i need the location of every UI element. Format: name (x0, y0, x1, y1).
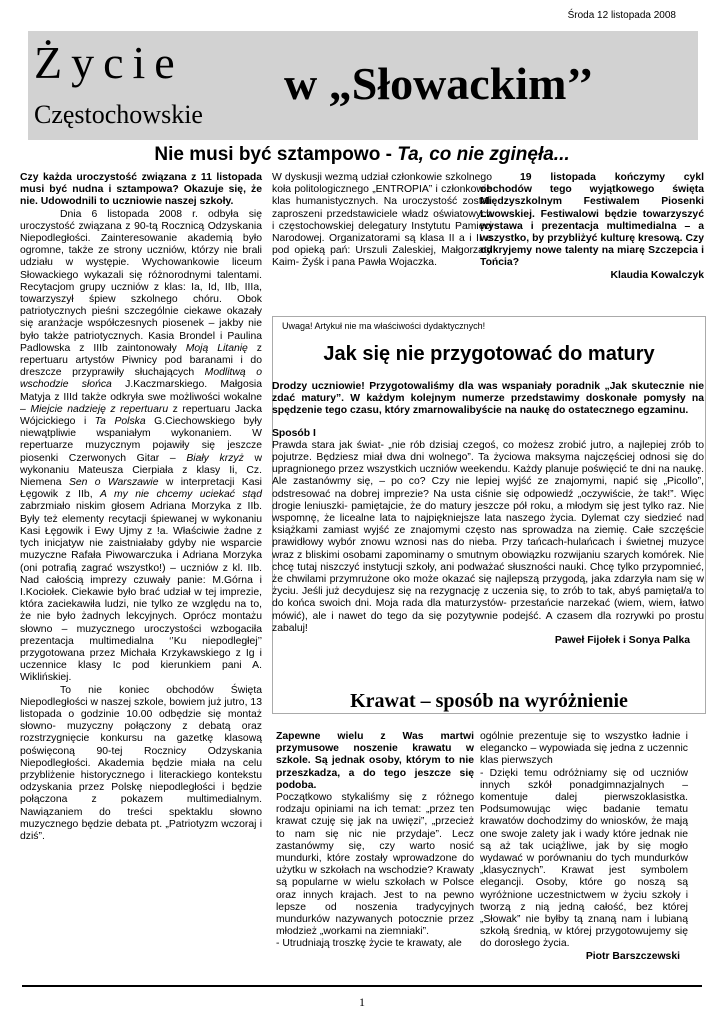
headline-main: Nie musi być sztampowo - (154, 144, 398, 165)
footer-rule (22, 985, 702, 987)
matura-lead: Drodzy uczniowie! Przygotowaliśmy dla was wspaniały poradnik „Jak skutecznie nie zdać matury”. W każdym kolejnym numerze przedstawimy doskonałe pomysły na spędzenie tego czasu, który zmarnowalibyście na naukę do ostatecznego egzaminu. (272, 381, 704, 417)
krawat-column-1-tail: - Utrudniają troszkę życie te krawaty, ale (276, 938, 462, 950)
krawat-column-1 (276, 731, 474, 951)
krawat-column-1-text: Początkowo stykaliśmy się z różnego rodzaju opiniami na ich temat: „przez ten krawat czuję się jak na uwięzi”, „przecież to nam się nic nie przydaje”. Lecz zastanówmy się, czy warto nosić mundurki, które zostały wprowadzone do użytku w szkołach na wschodzie? Krawaty są popularne w wielu szkołach w Polsce oraz innych krajach. Jest to na pewno lepsze od noszenia tradycyjnych mundurków nazywanych potocznie przez młodzież „workami na ziemniaki”. (276, 792, 474, 938)
krawat-column-2-text: ogólnie prezentuje się to wszystko ładnie i elegancko – wypowiada się jedna z uczennic klas pierwszych - Dzięki temu odróżniamy się od uczniów innych szkół ponadgimnazjalnych – komentuje dalej pierwszoklasistka. Podsumowując więc badanie tematu krawatów dochodzimy do wniosków, że mają one swoje zalety jak i wady które jednak nie są aż tak uciążliwe, jak by się mogło wydawać w porównaniu do tych mundurków „klasycznych”. Krawat jest symbolem elegancji. Osoby, które go noszą są wyróżnione uczestnictwem w życiu szkoły i tworzą z nią jedną całość, bez której „Słowak” nie byłby tą znaną nam i lubianą szkołą średnią, w której przygotowujemy się do dorosłego życia. (480, 731, 688, 950)
masthead-title: w „Słowackim’’ (284, 58, 594, 109)
masthead-city: Częstochowskie (34, 100, 203, 129)
article1-lead: Czy każda uroczystość związana z 11 listopada musi być nudna i sztampowa? Okazuje się, że nie. Udowodnili to uczniowie naszej szkoły. (20, 172, 262, 208)
matura-title: Jak się nie przygotować do matury (323, 343, 655, 365)
matura-warning: Uwaga! Artykuł nie ma właściwości dydaktycznych! (282, 321, 486, 331)
article1-paragraph-1: Dnia 6 listopada 2008 r. odbyła się uroczystość związana z 90-tą Rocznicą Odzyskania Niepodległości. Zainteresowanie akademią było ogromne, także ze strony uczniów, którzy nie brali udziału w występie. Wychowankowie liceum Słowackiego wykazali się różnorodnymi talentami. Recytacjom grupy uczniów z klas: Ia, Id, IIb, IIIa, towarzyszył śpiew szkolnego chóru. Obok patriotycznych pieśni szczególnie ciekawe okazały się aranżacje współczesnych piosenek – jakby nie było także patriotycznych. Kasia Brondel i Paulina Padlowska z IIIb zaintonowały Moją Litanię z repertuaru artystów Piwnicy pod baranami i do dreszcze przyprawiły słuchających Modlitwą o wschodzie słońca J.Kaczmarskiego. Małgosia Matyja z IIId także odkryła swe możliwości wokalne – Miejcie nadzieję z repertuaru z repertuaru Jacka Wójcickiego i Ta Polska G.Ciechowskiego były niewątpliwie wspaniałym wykonaniem. W repertuarze muzycznym pojawiły się jeszcze piosenki Czerwonych Gitar – Biały krzyż w wykonaniu Mateusza Cierpiała z klasy Ii, Cz. Niemena Sen o Warszawie w interpretacji Kasi Łęgowik z IIb, A my nie chcemy uciekać stąd zabrzmiało niskim głosem Adriana Morzyka z IIb. Były też elementy recytacji śpiewanej w wykonaniu Kasi Łęgowik i Ewy Ujmy z !a. Właściwie żadne z tych inicjatyw nie zaistniałaby gdyby nie wsparcie muzyczne Rafała Piwowarczuka i Adriana Morzyka (oni potrafią zagrać wszystko!) – uczniów z kl. IIb. Nad całością imprezy czuwały panie: M.Górna i I.Kociołek. Ciekawie było brać udział w tej imprezie, która zaciekawiła ludzi, nie tylko ze względu na to, że nie było żadnych lekcyjnych. Oprócz montażu słowno – muzycznego uroczystości wzbogaciła prezentacja multimedialna ‘’Ku niepodległej’’ przygotowana przez Michała Krzykawskiego z Ig i uczennice klasy Ic pod kierunkiem pani A. Wiklińskiej. (20, 208, 263, 684)
krawat-lead: Zapewne wielu z Was martwi przymusowe noszenie krawatu w szkole. Są jednak osoby, którym to nie przeszkadza, a do tego jeszcze się podoba. (276, 731, 474, 791)
krawat-author: Piotr Barszczewski (585, 950, 680, 962)
issue-date: Środa 12 listopada 2008 (567, 10, 676, 21)
article1-column-3-text: 19 listopada kończymy cykl obchodów tego wyjątkowego święta Międzyszkolnym Festiwalem Piosenki Lwowskiej. Festiwalowi będzie towarzyszyć wystawa i prezentacja multimedialna – a wszystko, by przybliżyć kulturę kresową. Czy odkryjemy nowe talenty na miarę Szczepcia i Tońcia? (480, 172, 704, 269)
article1-column-2-text: W dyskusji wezmą udział członkowie szkolnego koła politologicznego „ENTROPIA” i członkowie klas humanistycznych. Na uroczystość zostali zaproszeni przedstawiciele władz oświatowych i częstochowskiej delegatury Instytutu Pamięci Narodowej. Organizatorami są klasa II a i II e pod opieką pań: Urszuli Zaleskiej, Małgorzaty Kaim- Żyśk i pana Pawła Wojaczka. (272, 172, 492, 269)
matura-text: Prawda stara jak świat- „nie rób dzisiaj czegoś, co możesz zrobić jutro, a najlepiej zrób to pojutrze. Będziesz miał dwa dni wolnego”. Ta życiowa maksyma najczęściej odnosi się do upragnionego przez wszystkich uczniów weekendu. Każdy planuje poświęcić te dni na naukę. Ale zastanówmy się, – po co? Czy nie lepiej wyjść ze znajomymi, napić się „Picollo”, odstresować na dobrej imprezie? Na usta ciśnie się odpowiedź „oczywiście, że tak!”. Więc drogie leniuszki- pamiętajcie, że do matury jeszcze pół roku, a młodym się jest tylko raz. Nie wspomnę, że licealne lata to najpiękniejsze lata naszego życia. Dylemat czy siedzieć nad książkami zamiast wyjść ze znajomymi często nas sprowadza na ziemię. Całe szczęście prawidłowy wybór znowu wznosi nas do nieba. Przy tańcach-hulańcach i świetnej muzyce wraz z bliskimi osobami zapominamy o smutnym obowiązku rozwijaniu szarych komórek. Nie chcę tutaj niszczyć instytucji szkoły, ani podważać słuszności nauki. Chcę tylko przypomnieć, że chwilami przymrużone oko może okazać się najlepszą przygodą, jaka zdarzyła nam się w życiu. Jeśli już decydujesz się na rezygnację z uczenia się, to zrób to tak, abyś pamiętał/a to do końca swoich dni. Moja rada dla maturzystów- przestańcie narzekać (wiem, wiem, łatwo mówić), ale i nawet do tego da się pozytywnie podejść. A czasem dla rozrywki po prostu zabaluj! (272, 439, 704, 634)
matura-body (272, 381, 704, 647)
article1-paragraph-2: To nie koniec obchodów Święta Niepodległości w naszej szkole, bowiem już jutro, 13 listopada o godzinie 10.00 odbędzie się montaż słowno- muzyczny połączony z debatą oraz rozstrzygnięcie konkursu na gazetkę klasową poświęconą 90-tej Rocznicy Odzyskania Niepodległości. Akademia będzie miała na celu przybliżenie historycznego i literackiego kontekstu odzyskania przez Polskę niepodległości i będzie połączona z pokazem multimedialnym. Nawiązaniem do treści spektaklu słowno muzycznego będzie debata pt. „Patriotyzm wczoraj i dziś”. (20, 684, 262, 842)
masthead-word: Życie (34, 37, 184, 88)
article1-headline (0, 143, 724, 167)
article1-column-1 (20, 172, 262, 843)
page-number: 1 (359, 995, 365, 1009)
article1-column-3 (480, 172, 704, 282)
matura-subhead: Sposób I (272, 427, 316, 439)
krawat-column-2 (480, 731, 688, 963)
matura-authors: Paweł Fijołek i Sonya Palka (554, 635, 690, 647)
krawat-title: Krawat – sposób na wyróżnienie (350, 690, 628, 712)
headline-italic: Ta, co nie zginęła... (397, 144, 570, 165)
article1-author: Klaudia Kowalczyk (610, 269, 704, 281)
article1-column-2 (272, 172, 492, 270)
